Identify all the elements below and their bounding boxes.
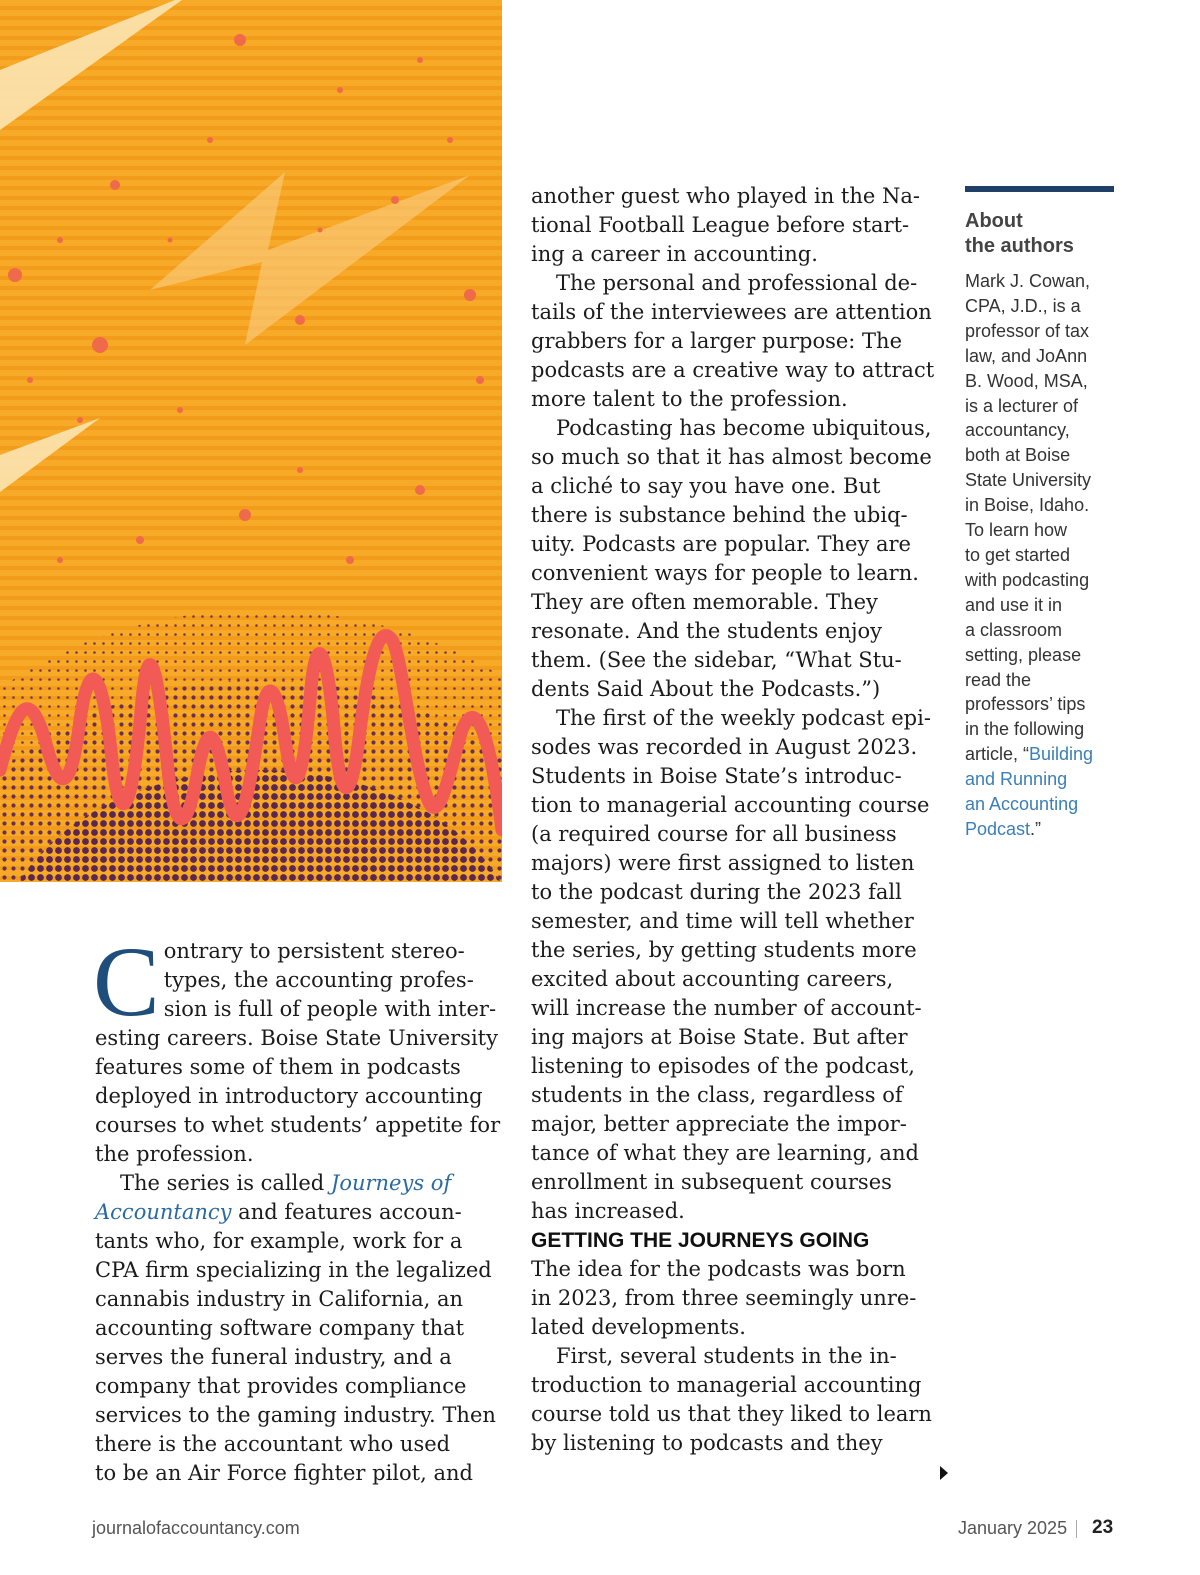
sidebar-line (965, 817, 1115, 842)
text-line: to the podcast during the 2023 fall (531, 880, 902, 904)
text-line: listening to episodes of the podcast, (531, 1054, 915, 1078)
text-line: esting careers. Boise State University (95, 1026, 498, 1050)
sidebar-rule (965, 186, 1114, 192)
sidebar-title (965, 209, 1115, 259)
text-line: excited about accounting careers, (531, 967, 894, 991)
text-line: grabbers for a larger purpose: The (531, 329, 902, 353)
text-fragment: and features accoun- (231, 1200, 462, 1224)
sidebar-title-line: About (965, 210, 1023, 232)
sidebar-line: State University (965, 470, 1092, 491)
sidebar-line: and use it in (965, 594, 1063, 615)
podcast-title: Journeys of (330, 1171, 452, 1195)
article-link[interactable]: and Running (965, 769, 1068, 790)
text-line: company that provides compliance (95, 1374, 467, 1398)
text-line: accounting software company that (95, 1316, 465, 1340)
text-line: Students in Boise State’s introduc- (531, 764, 902, 788)
text-line: CPA firm specializing in the legalized (95, 1258, 492, 1282)
text-line: so much so that it has almost become (531, 445, 932, 469)
text-line: serves the funeral industry, and a (95, 1345, 452, 1369)
text-line: there is substance behind the ubiq- (531, 503, 908, 527)
paragraph (531, 704, 943, 1226)
text-line: a cliché to say you have one. But (531, 474, 881, 498)
text-line: convenient ways for people to learn. (531, 561, 919, 585)
sidebar-line: in the following (965, 719, 1085, 740)
text-line: the profession. (95, 1142, 254, 1166)
text-line: ing majors at Boise State. But after (531, 1025, 908, 1049)
text-line: tance of what they are learning, and (531, 1141, 919, 1165)
about-authors-sidebar (965, 186, 1115, 842)
text-fragment: The series is called (120, 1171, 331, 1195)
paragraph (531, 1255, 943, 1342)
footer-divider (1076, 1520, 1077, 1538)
sidebar-line: to get started (965, 544, 1071, 565)
text-line: them. (See the sidebar, “What Stu- (531, 648, 902, 672)
text-line: uity. Podcasts are popular. They are (531, 532, 911, 556)
sidebar-line: law, and JoAnn (965, 345, 1088, 366)
sidebar-line: with podcasting (965, 569, 1090, 590)
text-line: deployed in introductory accounting (95, 1084, 483, 1108)
drop-cap: C (93, 926, 160, 1037)
footer-url[interactable]: journalofaccountancy.com (92, 1518, 300, 1538)
text-line: features some of them in podcasts (95, 1055, 461, 1079)
text-line: (a required course for all business (531, 822, 897, 846)
text-line: more talent to the profession. (531, 387, 848, 411)
text-line: tional Football League before start- (531, 213, 910, 237)
text-line: resonate. And the students enjoy (531, 619, 883, 643)
text-line: cannabis industry in California, an (95, 1287, 464, 1311)
text-line: major, better appreciate the impor- (531, 1112, 907, 1136)
sidebar-line: both at Boise (965, 445, 1071, 466)
sidebar-body (965, 269, 1115, 842)
page-number: 23 (1092, 1517, 1114, 1538)
text-line: The personal and professional de- (556, 271, 918, 295)
text-line (95, 1169, 507, 1198)
text-fragment: .” (1030, 818, 1042, 839)
sidebar-line: CPA, J.D., is a (965, 295, 1081, 316)
sidebar-line: setting, please (965, 644, 1082, 665)
text-line: to be an Air Force fighter pilot, and (95, 1461, 473, 1485)
sidebar-line (965, 742, 1115, 767)
continue-arrow-icon (940, 1466, 948, 1480)
podcast-illustration (0, 0, 502, 882)
text-line: tants who, for example, work for a (95, 1229, 463, 1253)
article-column-1 (93, 926, 507, 1488)
article-link[interactable]: Building (1029, 744, 1094, 765)
sidebar-line: in Boise, Idaho. (965, 495, 1090, 516)
sidebar-line: professors’ tips (965, 694, 1086, 715)
text-line: sion is full of people with inter- (163, 997, 497, 1021)
text-line: services to the gaming industry. Then (95, 1403, 496, 1427)
text-line: Podcasting has become ubiquitous, (556, 416, 932, 440)
sidebar-title-line: the authors (965, 235, 1074, 257)
text-line: the series, by getting students more (531, 938, 917, 962)
sidebar-line: a classroom (965, 619, 1063, 640)
text-line: ontrary to persistent stereo- (163, 939, 465, 963)
text-line: another guest who played in the Na- (531, 184, 920, 208)
text-line: sodes was recorded in August 2023. (531, 735, 918, 759)
text-line: tion to managerial accounting course (531, 793, 930, 817)
podcast-title: Accountancy (95, 1200, 232, 1224)
text-line: in 2023, from three seemingly unre- (531, 1286, 917, 1310)
sidebar-line: accountancy, (965, 420, 1070, 441)
text-line: dents Said About the Podcasts.”) (531, 677, 881, 701)
sidebar-line: To learn how (965, 520, 1068, 541)
text-line: course told us that they liked to learn (531, 1402, 932, 1426)
text-line: there is the accountant who used (95, 1432, 451, 1456)
article-column-2 (531, 182, 943, 1458)
text-line: They are often memorable. They (531, 590, 878, 614)
paragraph (531, 1342, 943, 1458)
article-link[interactable]: Podcast (965, 818, 1031, 839)
text-line: types, the accounting profes- (163, 968, 474, 992)
text-line: by listening to podcasts and they (531, 1431, 883, 1455)
paragraph (531, 182, 943, 269)
text-line: has increased. (531, 1199, 685, 1223)
sidebar-line: is a lecturer of (965, 395, 1079, 416)
text-line (95, 1198, 507, 1227)
text-line: First, several students in the in- (556, 1344, 897, 1368)
text-line: tails of the interviewees are attention (531, 300, 932, 324)
text-line: troduction to managerial accounting (531, 1373, 922, 1397)
footer-date: January 2025 (958, 1518, 1068, 1538)
sidebar-line: professor of tax (965, 320, 1090, 341)
text-line: majors) were first assigned to listen (531, 851, 915, 875)
text-line: students in the class, regardless of (531, 1083, 903, 1107)
section-heading: GETTING THE JOURNEYS GOING (531, 1229, 870, 1252)
text-line: lated developments. (531, 1315, 746, 1339)
text-line: enrollment in subsequent courses (531, 1170, 892, 1194)
article-link[interactable]: an Accounting (965, 794, 1079, 815)
sidebar-line: B. Wood, MSA, (965, 370, 1088, 391)
sidebar-line: Mark J. Cowan, (965, 271, 1091, 291)
text-line: courses to whet students’ appetite for (95, 1113, 501, 1137)
text-line: semester, and time will tell whether (531, 909, 914, 933)
text-fragment: article, “ (965, 744, 1030, 765)
paragraph-series (95, 1169, 507, 1488)
text-line: will increase the number of account- (531, 996, 922, 1020)
sidebar-line: read the (965, 669, 1032, 690)
text-line: The first of the weekly podcast epi- (556, 706, 931, 730)
text-line: podcasts are a creative way to attract (531, 358, 935, 382)
text-line: ing a career in accounting. (531, 242, 818, 266)
paragraph (531, 269, 943, 414)
text-line: The idea for the podcasts was born (531, 1257, 906, 1281)
paragraph (531, 414, 943, 704)
